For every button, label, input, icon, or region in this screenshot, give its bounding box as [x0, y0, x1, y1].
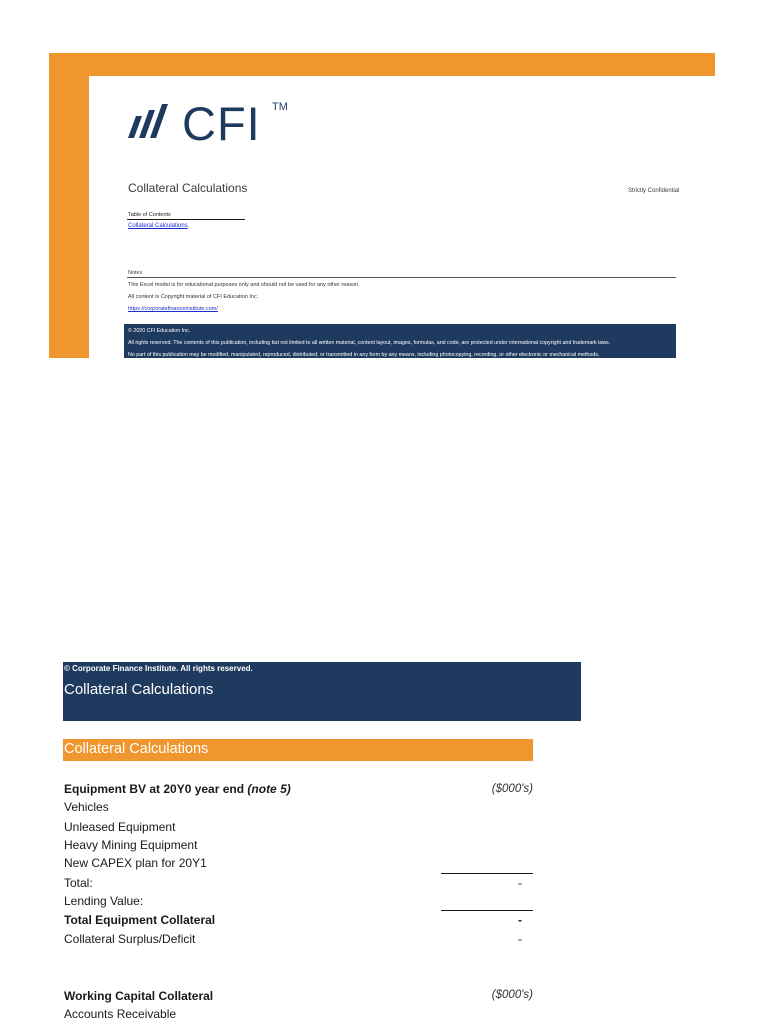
- copyright-line: All rights reserved. The contents of this publication, including but not limited to all written material, content layout, images, formulas, and code, are protected under international copyright and trademark laws.: [128, 340, 611, 346]
- cover-title: Collateral Calculations: [128, 181, 248, 195]
- total-rule: [441, 873, 533, 874]
- notes-line: This Excel model is for educational purposes only and should not be used for any other reason.: [128, 282, 360, 288]
- collateral-surplus-value: -: [518, 932, 522, 946]
- notes-divider: [127, 277, 676, 278]
- total-value: -: [518, 876, 522, 890]
- working-capital-units: ($000's): [491, 989, 533, 1001]
- toc-link-collateral-calculations[interactable]: Collateral Calculations: [128, 223, 188, 229]
- lending-rule: [441, 910, 533, 911]
- total-label: Total:: [64, 876, 93, 890]
- collateral-surplus-label: Collateral Surplus/Deficit: [64, 932, 196, 946]
- equipment-heading-text: Equipment BV at 20Y0 year end: [64, 782, 245, 796]
- total-equipment-collateral-label: Total Equipment Collateral: [64, 913, 216, 927]
- cover-orange-left-bar: [49, 53, 89, 358]
- cover-orange-top-bar: [49, 53, 715, 76]
- equipment-units: ($000's): [491, 783, 533, 795]
- equipment-item-new-capex: New CAPEX plan for 20Y1: [64, 856, 207, 870]
- equipment-item-vehicles: Vehicles: [64, 800, 109, 814]
- equipment-item-heavy-mining: Heavy Mining Equipment: [64, 838, 198, 852]
- confidential-label: Strictly Confidential: [628, 188, 680, 194]
- working-capital-item-ar: Accounts Receivable: [64, 1007, 177, 1021]
- notes-heading: Notes: [128, 270, 143, 276]
- total-equipment-collateral-value: -: [518, 913, 522, 927]
- copyright-line: No part of this publication may be modified, manipulated, reproduced, distributed, or transmitted in any form by any means, including photocopying, recording, or other electronic or mechanical methods,: [128, 352, 600, 358]
- logo-trademark: TM: [272, 101, 288, 113]
- website-link[interactable]: https://corporatefinanceinstitute.com/: [128, 306, 218, 312]
- banner-copyright: © Corporate Finance Institute. All rights reserved.: [64, 664, 253, 673]
- equipment-item-unleased: Unleased Equipment: [64, 820, 176, 834]
- working-capital-heading: Working Capital Collateral: [64, 989, 214, 1003]
- toc-heading: Table of Contents: [128, 212, 171, 218]
- logo-text: CFI: [182, 97, 261, 150]
- cfi-logo-mark-icon: [124, 98, 180, 150]
- section-title: Collateral Calculations: [64, 741, 209, 757]
- sheet-title: Collateral Calculations: [64, 681, 214, 698]
- toc-divider: [127, 219, 245, 220]
- lending-value-label: Lending Value:: [64, 894, 144, 908]
- equipment-heading: [64, 782, 291, 796]
- equipment-note-ref[interactable]: (note 5): [247, 782, 291, 796]
- notes-line: All content is Copyright material of CFI Education Inc.: [128, 294, 259, 300]
- copyright-line: © 2020 CFI Education Inc.: [128, 328, 191, 334]
